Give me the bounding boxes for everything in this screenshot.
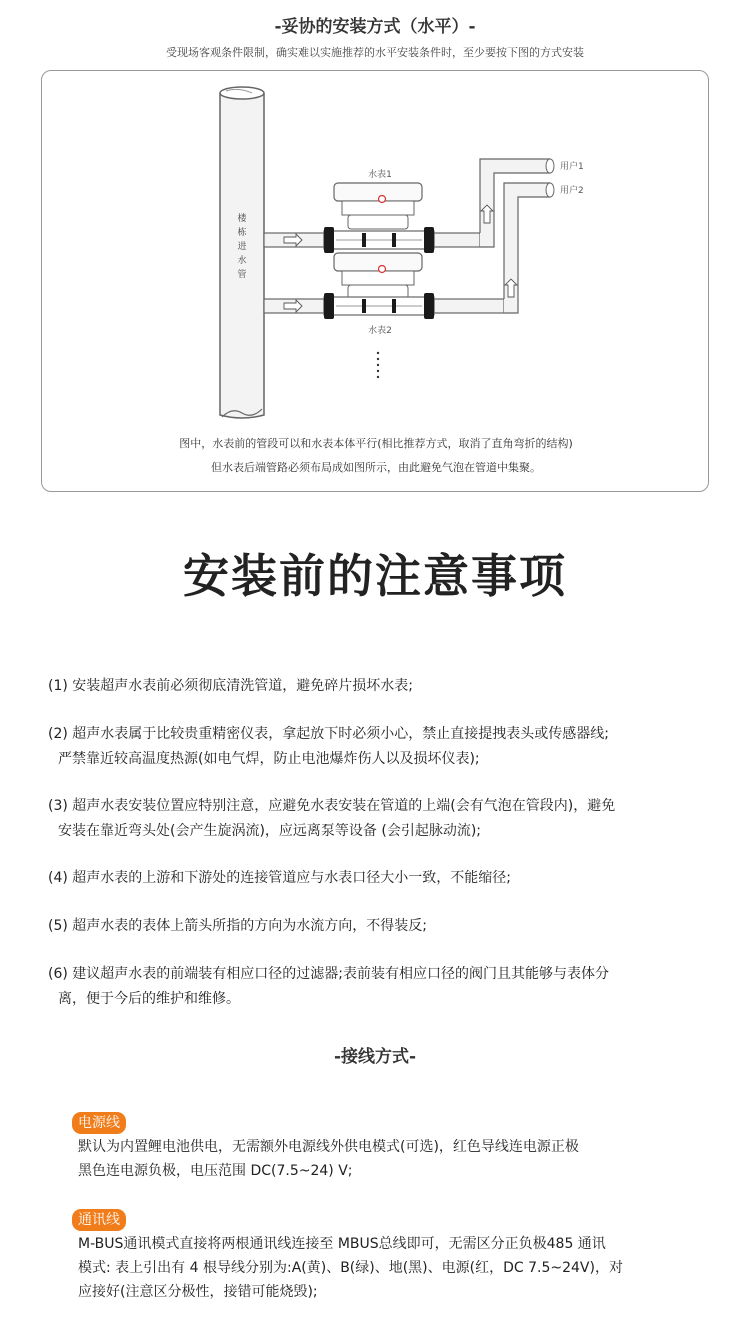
diagram-caption-line-2: 但水表后端管路必须布局成如图所示，由此避免气泡在管道中集聚。: [211, 461, 541, 474]
note-item-2: [48, 722, 708, 772]
note-4-line-1: (4) 超声水表的上游和下游处的连接管道应与水表口径大小一致，不能缩径;: [48, 870, 511, 886]
section-subtitle: 受现场客观条件限制，确实难以实施推荐的水平安装条件时，至少要按下图的方式安装: [166, 46, 584, 59]
note-5-line-1: (5) 超声水表的表体上箭头所指的方向为水流方向，不得装反;: [48, 918, 427, 934]
diagram-caption-line-1: 图中，水表前的管段可以和水表本体平行(相比推荐方式，取消了直角弯折的结构): [179, 437, 573, 450]
pipe-label-1: 楼: [237, 214, 247, 224]
note-item-6: [48, 962, 708, 1012]
comm-line-text-3: 应接好(注意区分极性，接错可能烧毁);: [78, 1284, 318, 1300]
power-line-text-2: 黑色连电源负极，电压范围 DC(7.5~24) V;: [78, 1163, 353, 1179]
note-item-3: [48, 794, 708, 844]
note-item-4: [48, 866, 708, 891]
comm-line-text-1: M-BUS通讯模式直接将两根通讯线连接至 MBUS总线即可，无需区分正负极485 通讯: [78, 1236, 606, 1252]
pipe-label-3: 进: [237, 242, 247, 252]
page-title: 安装前的注意事项: [183, 549, 567, 603]
power-line-tag: 电源线: [72, 1112, 126, 1134]
note-2-line-1: (2) 超声水表属于比较贵重精密仪表，拿起放下时必须小心，禁止直接提拽表头或传感器线;: [48, 726, 609, 742]
installation-diagram: [41, 70, 709, 492]
water-meter-2: [324, 253, 434, 319]
installation-diagram-svg: [42, 71, 708, 491]
building-inlet-pipe: [220, 87, 264, 418]
note-3-line-2: 安装在靠近弯头处(会产生旋涡流)，应远离泵等设备 (会引起脉动流);: [58, 823, 482, 839]
note-6-line-1: (6) 建议超声水表的前端装有相应口径的过滤器;表前装有相应口径的阀门且其能够与表体分: [48, 966, 609, 982]
comm-line-tag: 通讯线: [72, 1209, 126, 1231]
power-line-text-1: 默认为内置鲤电池供电，无需额外电源线外供电模式(可选)，红色导线连电源正极: [78, 1139, 579, 1155]
note-2-line-2: 严禁靠近较高温度热源(如电气焊，防止电池爆炸伤人以及损坏仪表);: [58, 751, 480, 767]
comm-line-text-2: 模式: 表上引出有 4 根导线分别为:A(黄)、B(绿)、地(黑)、电源(红，DC 7.5~24V)，对: [78, 1260, 623, 1276]
note-1-line-1: (1) 安装超声水表前必须彻底清洗管道，避免碎片损坏水表;: [48, 678, 413, 694]
user-1-label: 用户1: [560, 162, 584, 172]
note-3-line-1: (3) 超声水表安装位置应特别注意，应避免水表安装在管道的上端(会有气泡在管段内)，避免: [48, 798, 616, 814]
pipe-label-2: 栋: [237, 228, 247, 238]
pipe-label-4: 水: [237, 256, 247, 266]
water-meter-1: [324, 183, 434, 253]
user-2-label: 用户2: [560, 186, 584, 196]
continuation-dots: [377, 352, 379, 378]
pipe-label-5: 管: [237, 270, 247, 280]
note-item-5: [48, 914, 708, 939]
note-6-line-2: 离，便于今后的维护和维修。: [58, 991, 240, 1007]
power-line-text: [78, 1135, 708, 1183]
meter-1-label: 水表1: [368, 170, 392, 180]
note-item-1: [48, 674, 708, 699]
meter-2-label: 水表2: [368, 326, 392, 336]
comm-line-text: [78, 1232, 708, 1304]
wiring-section-title: -接线方式-: [333, 1047, 417, 1067]
section-title: -妥协的安装方式（水平）-: [274, 17, 476, 37]
